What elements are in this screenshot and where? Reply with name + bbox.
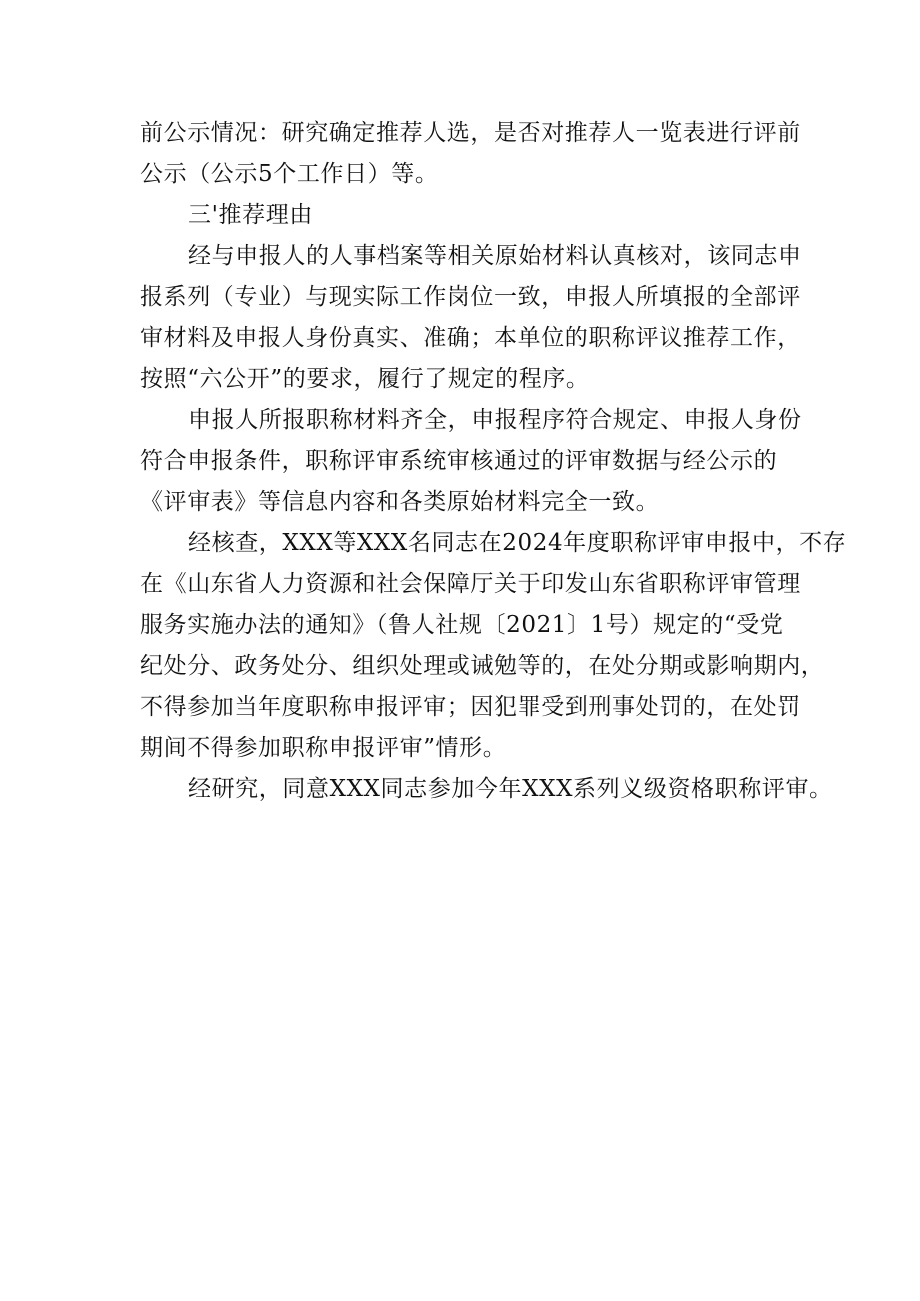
paragraph-materials-complete <box>140 400 802 523</box>
text-line: 报系列（专业）与现实际工作岗位一致，申报人所填报的全部评 <box>140 284 801 310</box>
paragraph-review-check <box>140 523 847 769</box>
text-line: 不得参加当年度职称申报评审；因犯罪受到刑事处罚的，在处罚 <box>140 694 801 720</box>
text-line: 符合申报条件，职称评审系统审核通过的评审数据与经公示的 <box>140 448 778 474</box>
heading-text: 三'推荐理由 <box>188 202 313 228</box>
paragraph-verification <box>140 236 802 400</box>
text-line: 期间不得参加职称申报评审”情形。 <box>140 735 507 761</box>
text-line: 在《山东省人力资源和社会保障厅关于印发山东省职称评审管理 <box>140 571 801 597</box>
paragraph-conclusion <box>140 769 833 810</box>
document-body <box>140 113 847 810</box>
paragraph-publicity-status <box>140 113 801 195</box>
text-line: 审材料及申报人身份真实、准确；本单位的职称评议推荐工作， <box>140 325 801 351</box>
text-line: 公示（公示5个工作日）等。 <box>140 161 439 187</box>
text-line: 前公示情况：研究确定推荐人选，是否对推荐人一览表进行评前 <box>140 120 801 146</box>
text-line: 经研究，同意XXX同志参加今年XXX系列义级资格职称评审。 <box>188 776 833 802</box>
text-line: 按照“六公开”的要求，履行了规定的程序。 <box>140 366 590 392</box>
text-line: 纪处分、政务处分、组织处理或诫勉等的，在处分期或影响期内， <box>140 653 825 679</box>
text-line: 申报人所报职称材料齐全，申报程序符合规定、申报人身份 <box>188 407 802 433</box>
section-heading-recommendation-reason <box>140 195 790 236</box>
text-line: 服务实施办法的通知》（鲁人社规〔2021〕1号）规定的“受党 <box>140 612 784 638</box>
text-line: 经核查，XXX等XXX名同志在2024年度职称评审申报中，不存 <box>188 530 847 556</box>
text-line: 《评审表》等信息内容和各类原始材料完全一致。 <box>140 489 660 515</box>
text-line: 经与申报人的人事档案等相关原始材料认真核对，该同志申 <box>188 243 802 269</box>
